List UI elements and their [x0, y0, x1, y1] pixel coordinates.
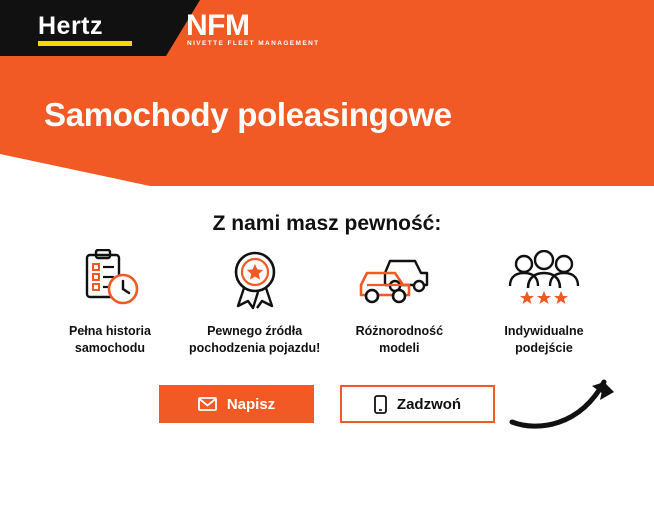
feature-label: Pewnego źródła pochodzenia pojazdu!: [189, 324, 321, 355]
feature-label: Pełna historia samochodu: [69, 324, 151, 355]
section-heading: Z nami masz pewność:: [212, 212, 442, 235]
feature-list: [40, 248, 614, 357]
hertz-logo: Hertz: [38, 12, 104, 40]
write-button-label: Napisz: [226, 395, 276, 413]
curved-arrow-icon: [508, 352, 628, 430]
header-banner: [0, 0, 654, 186]
banner-wedge: [0, 146, 654, 186]
nfm-logo: NFM: [186, 9, 250, 42]
hertz-logo-underline: [38, 41, 132, 46]
feature-item: [40, 248, 180, 357]
award-ribbon-icon: [224, 248, 286, 310]
feature-label: Różnorodność modeli: [355, 324, 444, 355]
envelope-icon: [198, 397, 217, 411]
clipboard-clock-icon: [79, 248, 141, 310]
call-button-label: Zadzwoń: [396, 395, 462, 413]
people-stars-icon: [507, 248, 581, 310]
nfm-logo-subtitle: NIVETTE FLEET MANAGEMENT: [187, 40, 320, 47]
feature-item: [329, 248, 469, 357]
phone-icon: [374, 395, 387, 414]
write-button[interactable]: [159, 385, 314, 423]
call-button[interactable]: [340, 385, 495, 423]
page-title: Samochody poleasingowe: [44, 96, 452, 133]
feature-item: [474, 248, 614, 357]
cars-icon: [355, 248, 443, 310]
feature-label: Indywidualne podejście: [504, 324, 584, 355]
feature-item: [185, 248, 325, 357]
